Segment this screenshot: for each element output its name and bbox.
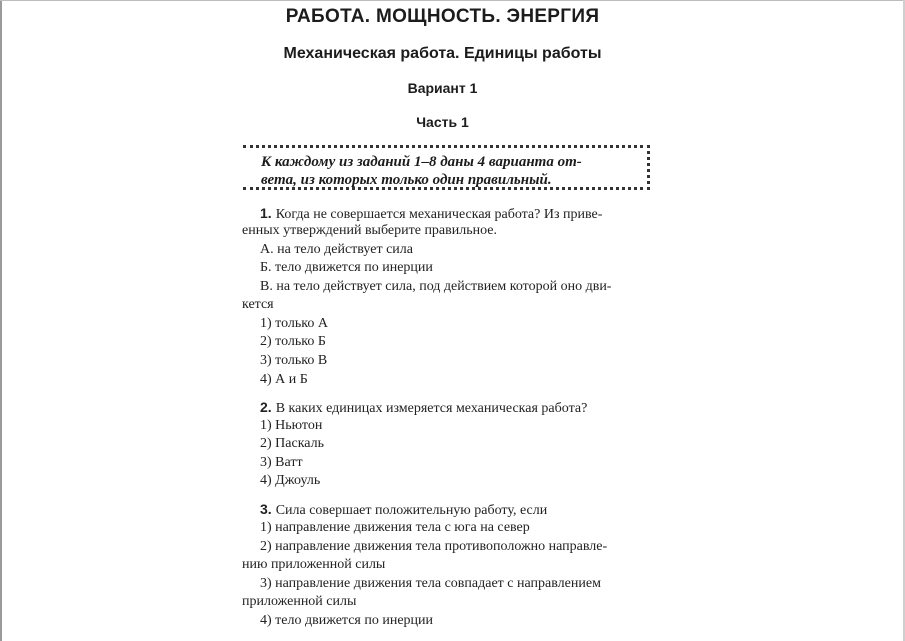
page-title: РАБОТА. МОЩНОСТЬ. ЭНЕРГИЯ: [285, 6, 600, 27]
question-number: 3.: [260, 501, 272, 517]
question-1: [260, 205, 602, 223]
question-2: [260, 399, 587, 417]
q2-option-1: 1) Ньютон: [260, 418, 323, 433]
q3-option-1: 1) направление движения тела с юга на север: [260, 520, 530, 535]
statement-b: Б. тело движется по инерции: [260, 260, 433, 275]
question-text: В каких единицах измеряется механическая работа?: [275, 401, 588, 416]
q2-option-2: 2) Паскаль: [260, 436, 324, 451]
statement-a: А. на тело действует сила: [260, 242, 413, 257]
question-1-text-cont: енных утверждений выберите правильное.: [242, 223, 498, 238]
q1-option-2: 2) только Б: [260, 334, 326, 349]
q1-option-3: 3) только В: [260, 353, 328, 368]
question-number: 1.: [260, 205, 272, 221]
question-text: Когда не совершается механическая работа? Из приве-: [275, 207, 603, 222]
q3-option-2: 2) направление движения тела противоположно направле-: [260, 539, 608, 554]
instruction-box: [243, 145, 650, 190]
q3-option-2-cont: нию приложенной силы: [242, 557, 386, 572]
instruction-line-1: К каждому из заданий 1–8 даны 4 варианта от-: [261, 154, 582, 170]
statement-v-cont: кется: [242, 297, 274, 312]
question-number: 2.: [260, 399, 272, 415]
section-subtitle: Механическая работа. Единицы работы: [283, 45, 602, 62]
instruction-line-2: вета, из которых только один правильный.: [261, 172, 552, 188]
scan-left-edge: [0, 0, 2, 641]
statement-v: В. на тело действует сила, под действием которой оно дви-: [260, 279, 612, 294]
q1-option-4: 4) А и Б: [260, 372, 308, 387]
part-label: Часть 1: [416, 114, 469, 130]
variant-label: Вариант 1: [407, 80, 478, 96]
q1-option-1: 1) только А: [260, 316, 328, 331]
worksheet-page: [240, 0, 660, 641]
q3-option-4: 4) тело движется по инерции: [260, 613, 434, 628]
question-text: Сила совершает положительную работу, если: [275, 503, 548, 518]
question-3: [260, 501, 547, 519]
q3-option-3: 3) направление движения тела совпадает с направлением: [260, 576, 601, 591]
q2-option-4: 4) Джоуль: [260, 473, 321, 488]
q2-option-3: 3) Ватт: [260, 455, 303, 470]
q3-option-3-cont: приложенной силы: [242, 594, 357, 609]
